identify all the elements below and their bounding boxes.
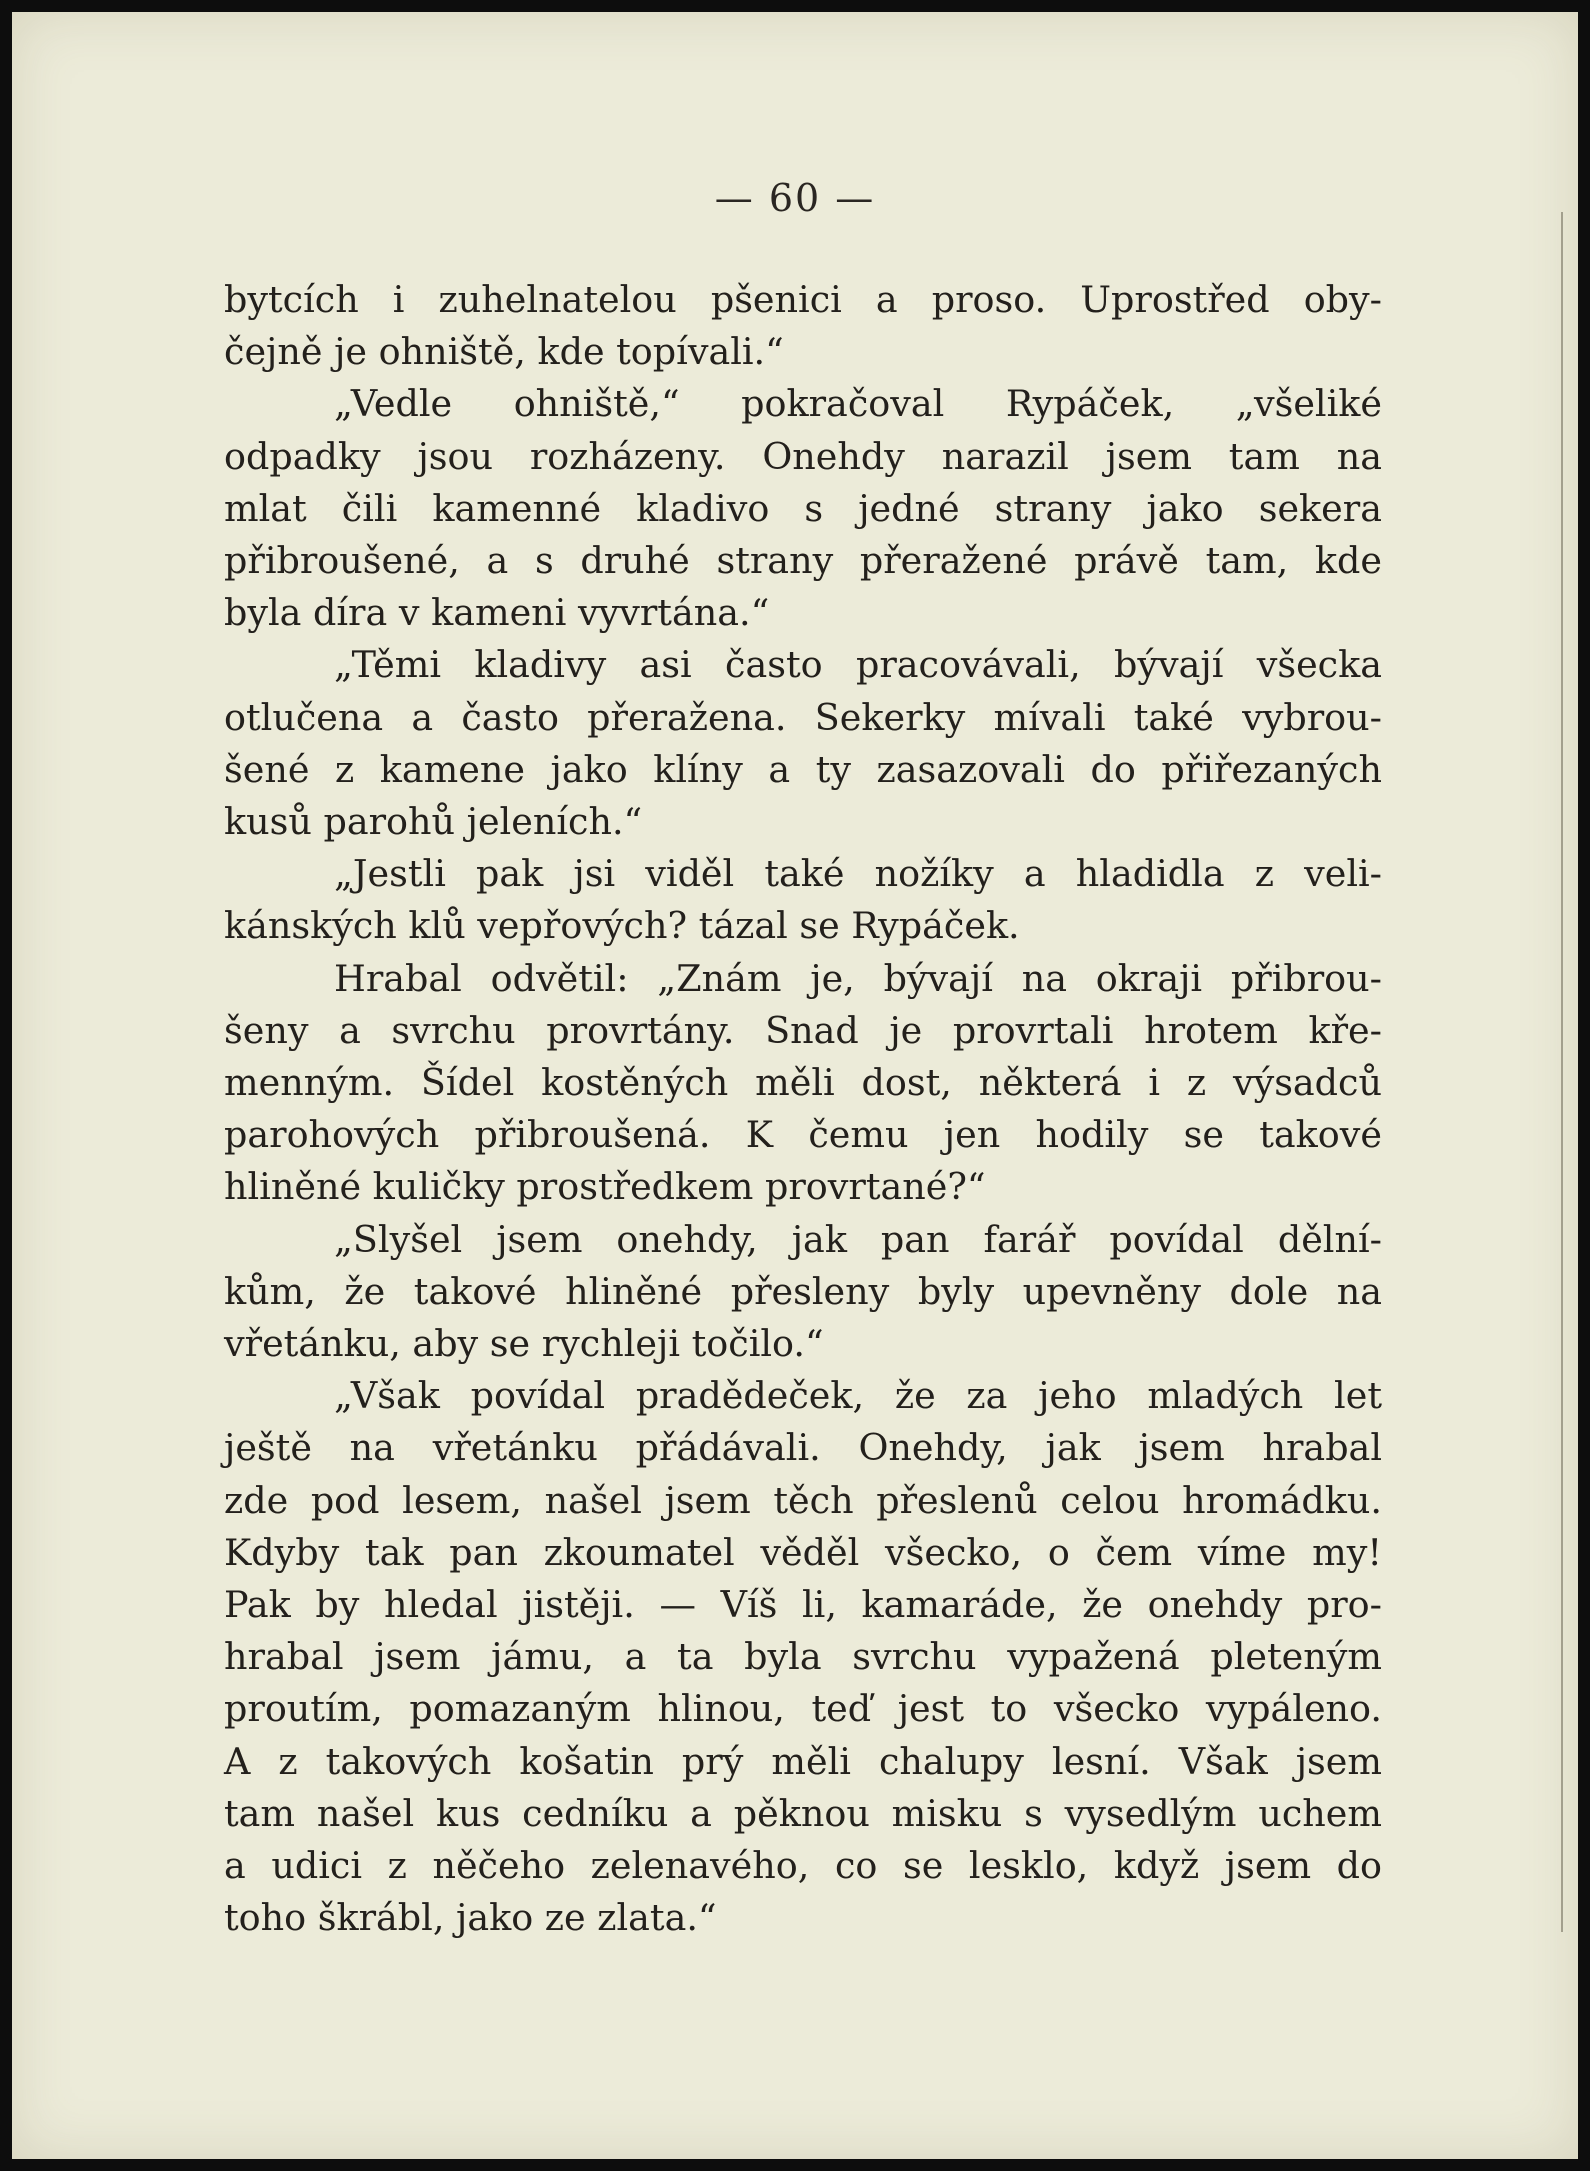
- page-number: — 60 —: [714, 176, 876, 220]
- text-line: otlučena a často přeražena. Sekerky mívali také vybrou-: [224, 695, 1382, 739]
- text-line: tam našel kus cedníku a pěknou misku s vysedlým uchem: [224, 1791, 1382, 1835]
- text-line: čejně je ohniště, kde topívali.“: [224, 330, 784, 374]
- text-line: a udici z něčeho zelenavého, co se lesklo, když jsem do: [224, 1844, 1382, 1888]
- text-line: kusů parohů jeleních.“: [224, 800, 643, 844]
- text-line: „Jestli pak jsi viděl také nožíky a hladidla z veli-: [334, 852, 1382, 896]
- text-line: Hrabal odvětil: „Znám je, bývají na okraji přibrou-: [334, 956, 1382, 1000]
- text-line: šeny a svrchu provrtány. Snad je provrtali hrotem kře-: [224, 1008, 1382, 1052]
- text-line: „Slyšel jsem onehdy, jak pan farář povídal dělní-: [334, 1217, 1382, 1261]
- book-page: [12, 12, 1578, 2159]
- text-line: kánských klů vepřových? tázal se Rypáček.: [224, 904, 1020, 948]
- text-line: byla díra v kameni vyvrtána.“: [224, 591, 770, 635]
- text-line: proutím, pomazaným hlinou, teď jest to všecko vypáleno.: [224, 1687, 1382, 1731]
- text-line: „Těmi kladivy asi často pracovávali, bývají všecka: [334, 643, 1382, 687]
- text-line: hliněné kuličky prostředkem provrtané?“: [224, 1165, 986, 1209]
- text-line: hrabal jsem jámu, a ta byla svrchu vypažená pleteným: [224, 1635, 1382, 1679]
- text-line: ještě na vřetánku přádávali. Onehdy, jak jsem hrabal: [224, 1426, 1382, 1470]
- text-line: menným. Šídel kostěných měli dost, některá i z výsadců: [224, 1061, 1382, 1105]
- text-line: mlat čili kamenné kladivo s jedné strany jako sekera: [224, 486, 1382, 530]
- text-line: bytcích i zuhelnatelou pšenici a proso. Uprostřed oby-: [224, 278, 1382, 321]
- text-line: přibroušené, a s druhé strany přeražené právě tam, kde: [224, 539, 1382, 583]
- text-line: „Vedle ohniště,“ pokračoval Rypáček, „všeliké: [334, 382, 1382, 426]
- body-text: [224, 274, 1382, 1945]
- text-line: parohových přibroušená. K čemu jen hodily se takové: [224, 1113, 1382, 1157]
- page-edge-shadow: [1561, 212, 1568, 1932]
- text-line: toho škrábl, jako ze zlata.“: [224, 1896, 717, 1940]
- text-line: Kdyby tak pan zkoumatel věděl všecko, o čem víme my!: [224, 1530, 1382, 1574]
- text-line: vřetánku, aby se rychleji točilo.“: [224, 1322, 824, 1366]
- text-line: zde pod lesem, našel jsem těch přeslenů celou hromádku.: [224, 1478, 1382, 1522]
- text-line: „Však povídal pradědeček, že za jeho mladých let: [334, 1374, 1382, 1418]
- text-line: Pak by hledal jistěji. — Víš li, kamaráde, že onehdy pro-: [224, 1583, 1382, 1627]
- text-line: kům, že takové hliněné přesleny byly upevněny dole na: [224, 1269, 1382, 1313]
- text-line: odpadky jsou rozházeny. Onehdy narazil jsem tam na: [224, 434, 1382, 478]
- text-line: šené z kamene jako klíny a ty zasazovali do přiřezaných: [224, 747, 1382, 791]
- text-line: A z takových košatin prý měli chalupy lesní. Však jsem: [224, 1739, 1382, 1783]
